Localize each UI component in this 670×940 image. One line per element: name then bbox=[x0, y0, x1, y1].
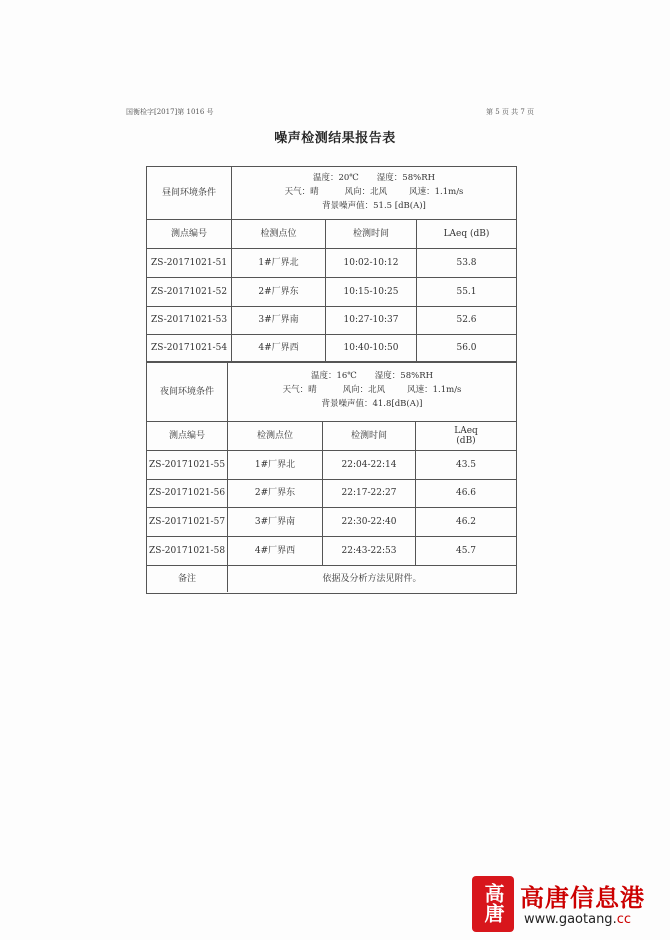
day-weather: 天气：晴 bbox=[284, 187, 319, 197]
column-header: 检测点位 bbox=[227, 422, 322, 450]
test-time: 10:15-10:25 bbox=[325, 278, 416, 306]
point-id: ZS-20171021-56 bbox=[148, 488, 226, 499]
test-time: 10:02-10:12 bbox=[325, 249, 416, 277]
day-wind-speed: 风速：1.1m/s bbox=[409, 187, 464, 197]
point-id: ZS-20171021-52 bbox=[150, 286, 228, 297]
page-title: 噪声检测结果报告表 bbox=[274, 131, 396, 146]
night-background-noise: 背景噪声值：41.8[dB(A)] bbox=[321, 399, 423, 409]
point-id: ZS-20171021-51 bbox=[150, 257, 228, 268]
day-env-conditions bbox=[231, 167, 516, 219]
day-header-row bbox=[147, 219, 516, 248]
gaotang-logo bbox=[472, 876, 514, 932]
column-header: LAeq (dB) bbox=[415, 422, 516, 450]
column-header: 测点编号 bbox=[170, 228, 207, 239]
point-location: 1#厂界北 bbox=[227, 451, 322, 479]
laeq-value: 53.8 bbox=[416, 249, 516, 277]
test-time: 22:30-22:40 bbox=[322, 508, 415, 536]
night-env-label: 夜间环境条件 bbox=[159, 386, 214, 397]
brand-name: 高唐信息港 bbox=[520, 883, 645, 912]
day-env-label: 昼间环境条件 bbox=[161, 187, 216, 198]
night-humidity: 湿度：58%RH bbox=[374, 371, 434, 381]
day-wind-dir: 风向：北风 bbox=[344, 187, 388, 197]
day-background-noise: 背景噪声值：51.5 [dB(A)] bbox=[322, 201, 426, 211]
table-row bbox=[147, 536, 516, 565]
remarks-text: 依据及分析方法见附件。 bbox=[227, 566, 516, 592]
point-location: 2#厂界东 bbox=[227, 480, 322, 507]
laeq-value: 55.1 bbox=[416, 278, 516, 306]
point-location: 3#厂界南 bbox=[231, 307, 325, 334]
point-location: 3#厂界南 bbox=[227, 508, 322, 536]
night-header-row bbox=[147, 421, 516, 450]
night-temp: 温度：16℃ bbox=[310, 371, 357, 381]
column-header: 检测时间 bbox=[322, 422, 415, 450]
point-id: ZS-20171021-53 bbox=[150, 315, 228, 326]
night-section bbox=[146, 362, 517, 594]
laeq-value: 43.5 bbox=[415, 451, 516, 479]
laeq-value: 46.2 bbox=[415, 508, 516, 536]
table-row bbox=[147, 277, 516, 306]
page-indicator: 第 5 页 共 7 页 bbox=[486, 108, 535, 116]
column-header: 测点编号 bbox=[168, 430, 205, 441]
logo-text: 高唐 bbox=[481, 883, 505, 923]
test-time: 22:43-22:53 bbox=[322, 537, 415, 565]
test-time: 22:04-22:14 bbox=[322, 451, 415, 479]
point-id: ZS-20171021-58 bbox=[148, 545, 226, 556]
test-time: 10:40-10:50 bbox=[325, 335, 416, 361]
url-tld: cc bbox=[616, 912, 631, 927]
day-section bbox=[146, 166, 517, 362]
day-humidity: 湿度：58%RH bbox=[376, 173, 436, 183]
remarks-row bbox=[147, 565, 516, 592]
day-env-row bbox=[147, 167, 516, 219]
table-row bbox=[147, 248, 516, 277]
laeq-value: 45.7 bbox=[415, 537, 516, 565]
remarks-label: 备注 bbox=[177, 573, 196, 584]
point-location: 2#厂界东 bbox=[231, 278, 325, 306]
laeq-value: 52.6 bbox=[416, 307, 516, 334]
night-wind-speed: 风速：1.1m/s bbox=[407, 385, 462, 395]
table-row bbox=[147, 450, 516, 479]
column-header: 检测时间 bbox=[325, 220, 416, 248]
point-id: ZS-20171021-55 bbox=[148, 459, 226, 470]
point-location: 1#厂界北 bbox=[231, 249, 325, 277]
test-time: 22:17-22:27 bbox=[322, 480, 415, 507]
night-wind-dir: 风向：北风 bbox=[342, 385, 386, 395]
url-main: www.gaotang. bbox=[524, 912, 617, 927]
site-url[interactable] bbox=[524, 912, 631, 927]
night-env-conditions bbox=[227, 363, 516, 421]
column-header: 检测点位 bbox=[231, 220, 325, 248]
night-weather: 天气：晴 bbox=[282, 385, 317, 395]
table-row bbox=[147, 507, 516, 536]
point-id: ZS-20171021-57 bbox=[148, 516, 226, 527]
laeq-value: 56.0 bbox=[416, 335, 516, 361]
night-env-row bbox=[147, 362, 516, 421]
table-row bbox=[147, 334, 516, 361]
table-row bbox=[147, 306, 516, 334]
test-time: 10:27-10:37 bbox=[325, 307, 416, 334]
laeq-value: 46.6 bbox=[415, 480, 516, 507]
table-row bbox=[147, 479, 516, 507]
column-header: LAeq (dB) bbox=[416, 220, 516, 248]
day-temp: 温度：20℃ bbox=[312, 173, 359, 183]
point-id: ZS-20171021-54 bbox=[150, 342, 228, 353]
report-number: 国衡检字[2017]第 1016 号 bbox=[126, 108, 214, 116]
point-location: 4#厂界西 bbox=[231, 335, 325, 361]
point-location: 4#厂界西 bbox=[227, 537, 322, 565]
